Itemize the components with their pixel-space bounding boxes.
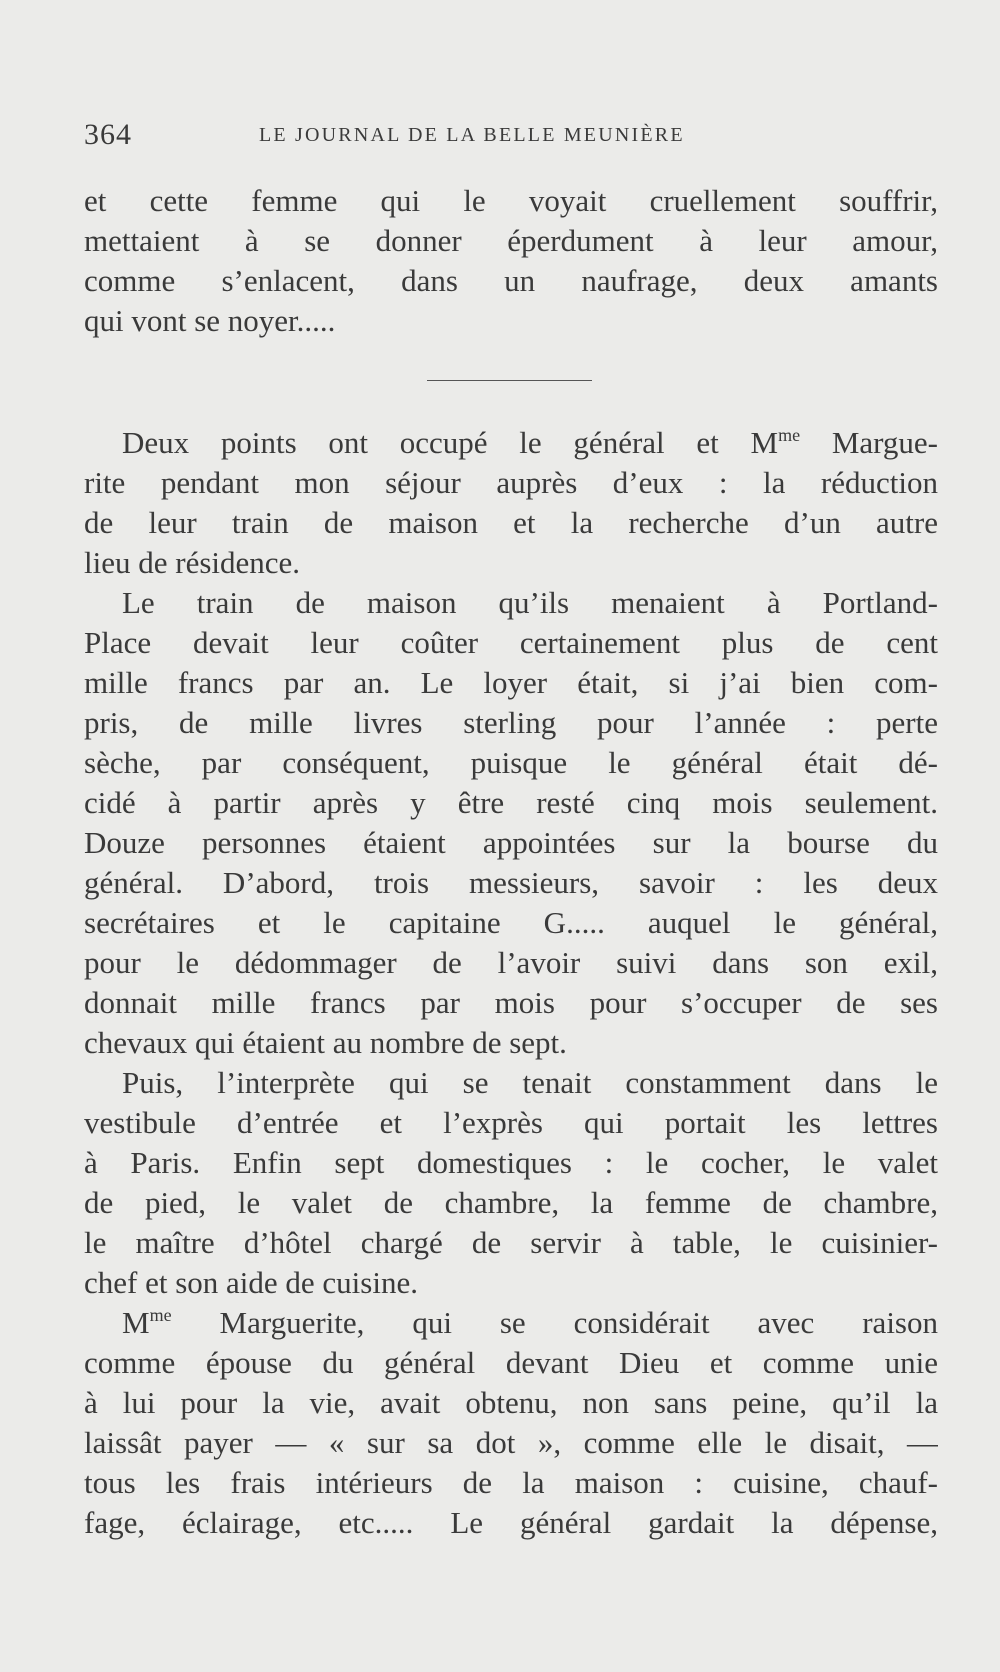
text-line: comme épouse du général devant Dieu et comme unie [84, 1345, 938, 1380]
text-line: mettaient à se donner éperdument à leur amour, [84, 223, 938, 258]
text-line: et cette femme qui le voyait cruellement souffrir, [84, 183, 938, 218]
text-line: le maître d’hôtel chargé de servir à table, le cuisinier- [84, 1225, 938, 1260]
text-line: mille francs par an. Le loyer était, si j’ai bien com- [84, 665, 938, 700]
text-line: Le train de maison qu’ils menaient à Portland- [122, 585, 938, 620]
text-line: pris, de mille livres sterling pour l’année : perte [84, 705, 938, 740]
text-line: chef et son aide de cuisine. [84, 1265, 418, 1300]
text-line: secrétaires et le capitaine G..... auquel le général, [84, 905, 938, 940]
text-line: vestibule d’entrée et l’exprès qui portait les lettres [84, 1105, 938, 1140]
text-line: comme s’enlacent, dans un naufrage, deux amants [84, 263, 938, 298]
text-line: sèche, par conséquent, puisque le général était dé- [84, 745, 938, 780]
text-fragment: M [122, 1305, 150, 1340]
text-line: chevaux qui étaient au nombre de sept. [84, 1025, 567, 1060]
text-line: de leur train de maison et la recherche d’un autre [84, 505, 938, 540]
text-line: rite pendant mon séjour auprès d’eux : la réduction [84, 465, 938, 500]
text-line: qui vont se noyer..... [84, 303, 336, 338]
main-text [84, 423, 938, 1543]
text-line: général. D’abord, trois messieurs, savoir : les deux [84, 865, 938, 900]
text-line [84, 1303, 938, 1343]
superscript: me [778, 425, 801, 445]
text-fragment: Deux points ont occupé le général et M [122, 425, 779, 460]
text-line: Place devait leur coûter certainement plus de cent [84, 625, 938, 660]
text-line: tous les frais intérieurs de la maison : cuisine, chauf- [84, 1465, 938, 1500]
text-line: à Paris. Enfin sept domestiques : le cocher, le valet [84, 1145, 938, 1180]
text-line [84, 423, 938, 463]
running-head [84, 118, 938, 158]
text-line: cidé à partir après y être resté cinq mois seulement. [84, 785, 938, 820]
text-line: lieu de résidence. [84, 545, 301, 580]
text-line: donnait mille francs par mois pour s’occuper de ses [84, 985, 938, 1020]
text-line: de pied, le valet de chambre, la femme de chambre, [84, 1185, 938, 1220]
text-line: Douze personnes étaient appointées sur la bourse du [84, 825, 938, 860]
section-divider [427, 380, 592, 381]
text-fragment: Marguerite, qui se considérait avec raison [171, 1305, 938, 1340]
text-line: à lui pour la vie, avait obtenu, non sans peine, qu’il la [84, 1385, 938, 1420]
text-fragment: Margue- [800, 425, 938, 460]
text-line: laissât payer — « sur sa dot », comme elle le disait, — [84, 1425, 938, 1460]
paragraph-continuation [84, 181, 938, 341]
text-line: pour le dédommager de l’avoir suivi dans son exil, [84, 945, 938, 980]
superscript: me [149, 1305, 172, 1325]
running-title: LE JOURNAL DE LA BELLE MEUNIÈRE [259, 124, 685, 146]
page-number: 364 [84, 118, 132, 151]
text-line: Puis, l’interprète qui se tenait constamment dans le [122, 1065, 938, 1100]
text-line: fage, éclairage, etc..... Le général gardait la dépense, [84, 1505, 938, 1540]
